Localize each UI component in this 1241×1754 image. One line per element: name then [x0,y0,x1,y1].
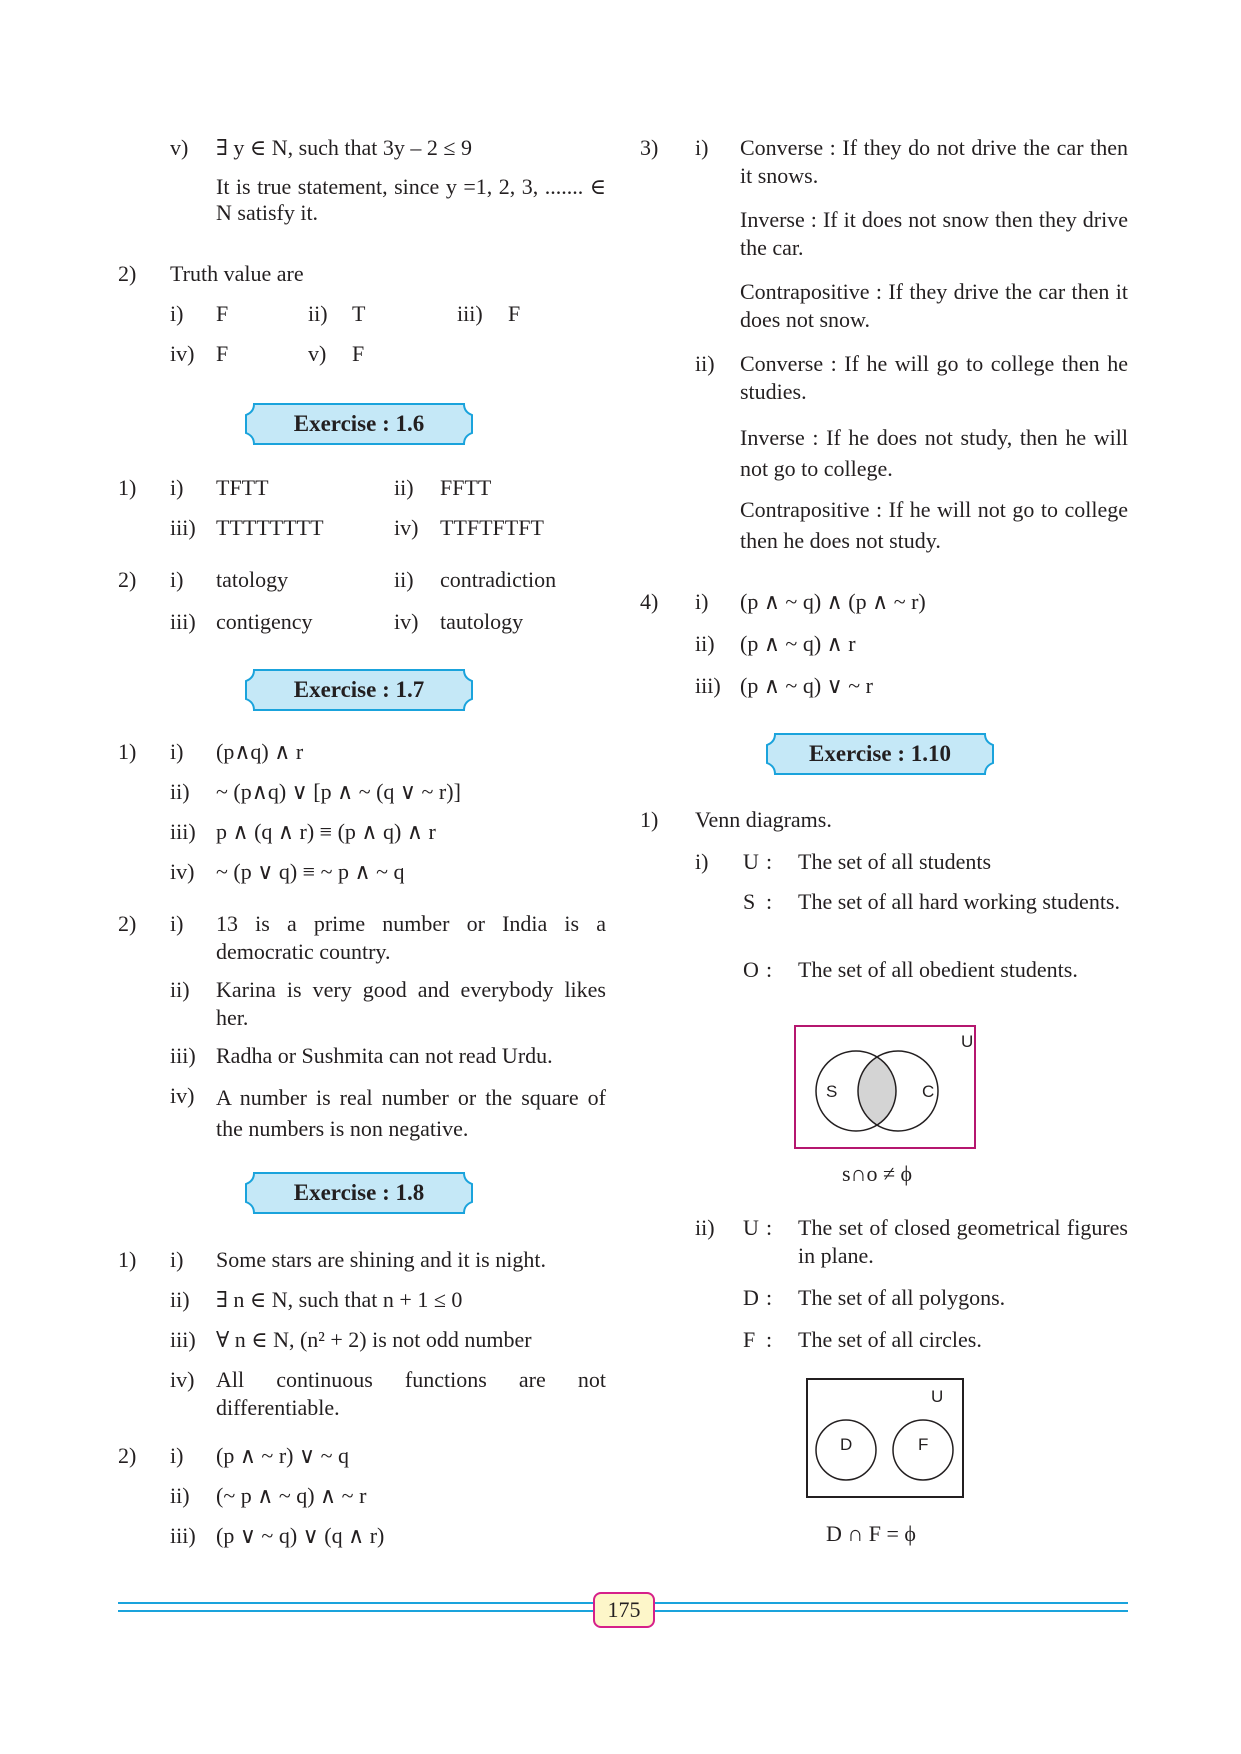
answer-value: tautology [440,609,524,634]
set-definition: The set of all obedient students. [798,957,1078,982]
question-number: 2) [118,911,137,936]
item-label: iii) [695,673,721,698]
question-text: Venn diagrams. [695,807,832,832]
converse-text: Converse : If they do not drive the car then it snows. [740,135,1128,188]
item-label: iv) [394,609,419,634]
item-label: iv) [170,859,195,884]
set-definition: The set of closed geometrical figures in plane. [798,1215,1128,1268]
set-symbol: D [743,1285,759,1310]
answer-value: ~ (p∧q) ∨ [p ∧ ~ (q ∨ ~ r)] [216,779,461,804]
question-number: 2) [118,567,137,592]
answer-value: T [352,301,366,326]
set-symbol: U [743,1215,759,1240]
item-label: ii) [695,351,715,376]
set-symbol: F [743,1327,756,1352]
item-label: i) [170,301,184,326]
answer-value: F [216,301,229,326]
inverse-text: Inverse : If he does not study, then he will not go to college. [740,425,1128,481]
answer-text: 13 is a prime number or India is a democratic country. [216,911,606,964]
venn-caption: s∩o ≠ ϕ [842,1161,913,1186]
set-symbol: O [743,957,759,982]
answer-value: (p ∧ ~ q) ∨ ~ r [740,673,873,698]
question-number: 2) [118,1443,137,1468]
answer-value: contigency [216,609,313,634]
item-note: It is true statement, since y =1, 2, 3, ....... ∈ N satisfy it. [216,174,606,225]
item-label: iii) [170,609,196,634]
colon: : [766,1285,773,1310]
inverse-text: Inverse : If it does not snow then they drive the car. [740,207,1128,260]
universal-label: U [961,1032,974,1051]
answer-text: Radha or Sushmita can not read Urdu. [216,1043,553,1068]
answer-value: (p∧q) ∧ r [216,739,304,764]
item-label: iii) [170,819,196,844]
colon: : [766,849,773,874]
item-label: i) [695,849,709,874]
item-label: i) [170,911,184,936]
item-label: i) [695,135,709,160]
question-text: Truth value are [170,261,304,286]
item-label: ii) [394,475,414,500]
set-definition: The set of all circles. [798,1327,982,1352]
question-number: 1) [640,807,659,832]
page-footer [118,1590,1128,1630]
answer-value: TTFTFTFT [440,515,544,540]
item-label: iii) [457,301,483,326]
item-label: iii) [170,1523,196,1548]
answer-value: F [508,301,521,326]
venn-diagram-intersecting [794,1025,976,1149]
universal-label: U [931,1387,944,1406]
contrapositive-text: Contrapositive : If he will not go to college then he does not study. [740,497,1128,553]
answer-text: A number is real number or the square of the numbers is non negative. [216,1085,606,1141]
answer-text: Karina is very good and everybody likes her. [216,977,606,1030]
question-number: 2) [118,261,137,286]
converse-text: Converse : If he will go to college then he studies. [740,351,1128,404]
item-label: i) [170,1247,184,1272]
item-label: iv) [170,1083,195,1108]
question-number: 1) [118,739,137,764]
item-label: iii) [170,515,196,540]
set-label: C [922,1082,935,1101]
answer-value: tatology [216,567,289,592]
item-label: iv) [170,1367,195,1392]
set-definition: The set of all students [798,849,992,874]
answer-value: TTTTTTTT [216,515,324,540]
answer-value: ~ (p ∨ q) ≡ ~ p ∧ ~ q [216,859,405,884]
item-label: ii) [170,977,190,1002]
set-definition: The set of all polygons. [798,1285,1006,1310]
set-label: D [840,1435,853,1454]
item-label: iii) [170,1327,196,1352]
item-label: i) [170,475,184,500]
item-label: i) [170,739,184,764]
item-label: ii) [394,567,414,592]
answer-value: contradiction [440,567,557,592]
colon: : [766,1327,773,1352]
question-number: 3) [640,135,659,160]
item-label: v) [170,135,189,160]
question-number: 1) [118,1247,137,1272]
colon: : [766,957,773,982]
item-label: iv) [394,515,419,540]
venn-diagram-disjoint [806,1378,964,1498]
answer-value: (p ∧ ~ q) ∧ (p ∧ ~ r) [740,589,926,614]
answer-text: All continuous functions are not differentiable. [216,1367,606,1420]
venn-caption: D ∩ F = ϕ [826,1521,916,1546]
item-label: ii) [695,631,715,656]
item-label: iii) [170,1043,196,1068]
item-label: ii) [170,1483,190,1508]
exercise-title: Exercise : 1.8 [293,1180,425,1205]
set-symbol: U [743,849,759,874]
item-label: v) [308,341,327,366]
exercise-title: Exercise : 1.7 [293,677,425,702]
item-label: i) [170,1443,184,1468]
exercise-heading [244,669,474,711]
question-number: 4) [640,589,659,614]
page-number: 175 [593,1592,655,1628]
exercise-heading [244,1172,474,1214]
item-label: ii) [695,1215,715,1240]
answer-value: F [216,341,229,366]
set-symbol: S [743,889,756,914]
exercise-heading [765,733,995,775]
answer-text: ∃ n ∈ N, such that n + 1 ≤ 0 [216,1287,463,1312]
question-number: 1) [118,475,137,500]
colon: : [766,1215,773,1240]
set-label: S [826,1082,838,1101]
answer-value: p ∧ (q ∧ r) ≡ (p ∧ q) ∧ r [216,819,436,844]
set-definition: The set of all hard working students. [798,889,1120,914]
item-label: iv) [170,341,195,366]
answer-text: ∀ n ∈ N, (n² + 2) is not odd number [216,1327,532,1352]
item-label: ii) [170,1287,190,1312]
answer-value: (~ p ∧ ~ q) ∧ ~ r [216,1483,367,1508]
item-text: ∃ y ∈ N, such that 3y – 2 ≤ 9 [216,135,472,160]
exercise-title: Exercise : 1.10 [808,741,951,766]
item-label: ii) [170,779,190,804]
contrapositive-text: Contrapositive : If they drive the car then it does not snow. [740,279,1128,332]
item-label: ii) [308,301,328,326]
answer-value: (p ∧ ~ q) ∧ r [740,631,856,656]
answer-value: FFTT [440,475,492,500]
item-label: i) [170,567,184,592]
answer-value: (p ∨ ~ q) ∨ (q ∧ r) [216,1523,385,1548]
exercise-title: Exercise : 1.6 [293,411,425,436]
colon: : [766,889,773,914]
set-label: F [918,1435,929,1454]
answer-text: Some stars are shining and it is night. [216,1247,546,1272]
answer-value: TFTT [216,475,269,500]
answer-value: (p ∧ ~ r) ∨ ~ q [216,1443,349,1468]
item-label: i) [695,589,709,614]
exercise-heading [244,403,474,445]
answer-value: F [352,341,365,366]
